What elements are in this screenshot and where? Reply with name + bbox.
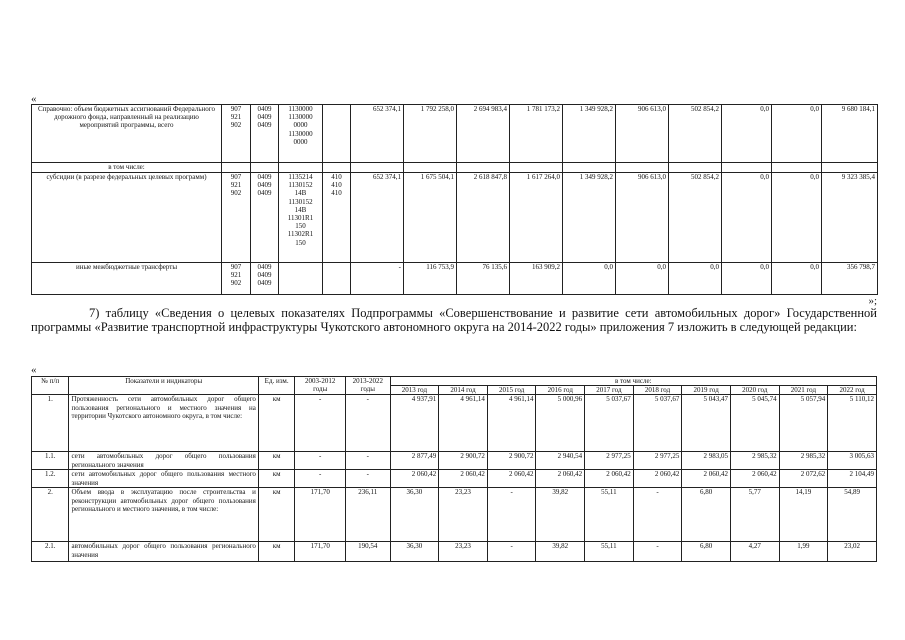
- budget-value-cell: 1 781 173,2: [510, 105, 563, 163]
- header-year: 2021 год: [779, 386, 828, 395]
- indicator-row: [32, 395, 877, 452]
- year-value: 2 060,42: [439, 470, 488, 488]
- year-value: -: [633, 542, 682, 562]
- row-number: 1.1.: [32, 452, 69, 470]
- budget-target-article-cell: 1130000 1130000 0000 1130000 0000: [279, 105, 323, 163]
- row-number: 2.: [32, 488, 69, 542]
- budget-row: [32, 163, 878, 173]
- year-value: 4 937,91: [390, 395, 439, 452]
- year-value: -: [487, 542, 536, 562]
- budget-target-article-cell: [279, 263, 323, 295]
- budget-value-cell: 2 694 983,4: [457, 105, 510, 163]
- row-number: 1.: [32, 395, 69, 452]
- budget-value-cell: 502 854,2: [669, 105, 722, 163]
- header-year: 2018 год: [633, 386, 682, 395]
- year-value: 36,30: [390, 542, 439, 562]
- budget-value-cell: 652 374,1: [351, 173, 404, 263]
- year-value: 1,99: [779, 542, 828, 562]
- budget-value-cell: 0,0: [772, 105, 822, 163]
- budget-target-article-cell: [279, 163, 323, 173]
- year-value: 2 104,49: [828, 470, 877, 488]
- open-quote-2: «: [31, 364, 37, 376]
- year-value: 5 043,47: [682, 395, 731, 452]
- indicator-name: Протяженность сети автомобильных дорог общего пользования регионального и местного значения на территории Чукотского автономного округа, в том числе:: [69, 395, 258, 452]
- budget-value-cell: 0,0: [722, 173, 772, 263]
- budget-row: [32, 173, 878, 263]
- year-value: 5 110,12: [828, 395, 877, 452]
- year-value: 23,02: [828, 542, 877, 562]
- budget-value-cell: 0,0: [772, 173, 822, 263]
- year-value: 2 060,42: [682, 470, 731, 488]
- period-2-value: -: [346, 452, 391, 470]
- indicator-name: сети автомобильных дорог общего пользования местного значения: [69, 470, 258, 488]
- period-1-value: -: [295, 470, 346, 488]
- budget-value-cell: 163 909,2: [510, 263, 563, 295]
- year-value: 2 985,32: [730, 452, 779, 470]
- unit-cell: км: [258, 470, 294, 488]
- budget-value-cell: [351, 163, 404, 173]
- year-value: 6,80: [682, 542, 731, 562]
- budget-value-cell: 906 613,0: [616, 105, 669, 163]
- year-value: 39,82: [536, 542, 585, 562]
- header-year: 2016 год: [536, 386, 585, 395]
- budget-value-cell: 0,0: [722, 263, 772, 295]
- header-year: 2019 год: [682, 386, 731, 395]
- budget-value-cell: 1 675 504,1: [404, 173, 457, 263]
- year-value: 2 900,72: [439, 452, 488, 470]
- close-quote-1: »;: [868, 295, 877, 307]
- budget-name-cell: субсидии (в разрезе федеральных целевых программ): [32, 173, 222, 263]
- budget-row: [32, 263, 878, 295]
- budget-section-cell: [251, 163, 279, 173]
- header-row-1: [32, 377, 877, 386]
- header-year: 2015 год: [487, 386, 536, 395]
- budget-value-cell: 116 753,9: [404, 263, 457, 295]
- header-year: 2014 год: [439, 386, 488, 395]
- indicator-row: [32, 452, 877, 470]
- budget-value-cell: 906 613,0: [616, 173, 669, 263]
- year-value: 54,89: [828, 488, 877, 542]
- year-value: 2 977,25: [633, 452, 682, 470]
- header-year: 2022 год: [828, 386, 877, 395]
- year-value: 2 060,42: [633, 470, 682, 488]
- period-1-value: 171,70: [295, 488, 346, 542]
- budget-section-cell: 0409 0409 0409: [251, 263, 279, 295]
- year-value: 5 045,74: [730, 395, 779, 452]
- header-unit: Ед. изм.: [258, 377, 294, 395]
- budget-section-cell: 0409 0409 0409: [251, 105, 279, 163]
- budget-target-article-cell: 1135214 1130152 14В 1130152 14В 11301R1 150 11302R1 150: [279, 173, 323, 263]
- open-quote-1: «: [31, 93, 37, 105]
- budget-expense-type-cell: [323, 105, 351, 163]
- budget-name-cell: в том числе:: [32, 163, 222, 173]
- budget-value-cell: 76 135,6: [457, 263, 510, 295]
- budget-table: [31, 104, 878, 295]
- unit-cell: км: [258, 542, 294, 562]
- budget-value-cell: 1 349 928,2: [563, 173, 616, 263]
- year-value: 23,23: [439, 542, 488, 562]
- budget-row: [32, 105, 878, 163]
- indicator-row: [32, 470, 877, 488]
- header-year: 2013 год: [390, 386, 439, 395]
- year-value: 2 985,32: [779, 452, 828, 470]
- amendment-paragraph: [31, 306, 877, 334]
- budget-value-cell: [722, 163, 772, 173]
- year-value: 55,11: [585, 542, 634, 562]
- paragraph-text: 7) таблицу «Сведения о целевых показателях Подпрограммы «Совершенствование и развитие сети автомобильных дорог» Государственной программы «Развитие транспортной инфраструктуры Чукотского автономного округа на 2014-2022 годы» приложения 7 изложить в следующей редакции:: [31, 306, 877, 334]
- year-value: 2 900,72: [487, 452, 536, 470]
- header-year: 2020 год: [730, 386, 779, 395]
- budget-value-cell: [457, 163, 510, 173]
- year-value: 2 977,25: [585, 452, 634, 470]
- indicator-row: [32, 542, 877, 562]
- year-value: 2 072,62: [779, 470, 828, 488]
- year-value: -: [487, 488, 536, 542]
- budget-grbs-cell: 907 921 902: [222, 105, 251, 163]
- budget-value-cell: 652 374,1: [351, 105, 404, 163]
- budget-value-cell: 356 798,7: [822, 263, 878, 295]
- header-indicator: Показатели и индикаторы: [69, 377, 258, 395]
- year-value: 55,11: [585, 488, 634, 542]
- budget-value-cell: 2 618 847,8: [457, 173, 510, 263]
- year-value: 5 000,96: [536, 395, 585, 452]
- budget-value-cell: [772, 163, 822, 173]
- budget-value-cell: 0,0: [616, 263, 669, 295]
- row-number: 1.2.: [32, 470, 69, 488]
- budget-value-cell: 9 680 184,1: [822, 105, 878, 163]
- budget-value-cell: 1 792 258,0: [404, 105, 457, 163]
- year-value: 39,82: [536, 488, 585, 542]
- year-value: 5,77: [730, 488, 779, 542]
- budget-expense-type-cell: [323, 163, 351, 173]
- period-2-value: 190,54: [346, 542, 391, 562]
- year-value: 2 877,49: [390, 452, 439, 470]
- period-2-value: 236,11: [346, 488, 391, 542]
- budget-grbs-cell: 907 921 902: [222, 173, 251, 263]
- header-including: в том числе:: [390, 377, 876, 386]
- budget-value-cell: [510, 163, 563, 173]
- budget-name-cell: Справочно: объем бюджетных ассигнований Федерального дорожного фонда, направленный на реализацию мероприятий программы, всего: [32, 105, 222, 163]
- budget-grbs-cell: 907 921 902: [222, 263, 251, 295]
- budget-value-cell: 1 349 928,2: [563, 105, 616, 163]
- budget-value-cell: 0,0: [772, 263, 822, 295]
- budget-section-cell: 0409 0409 0409: [251, 173, 279, 263]
- year-value: 2 060,42: [487, 470, 536, 488]
- indicator-row: [32, 488, 877, 542]
- header-num: № п/п: [32, 377, 69, 395]
- budget-expense-type-cell: 410 410 410: [323, 173, 351, 263]
- budget-value-cell: 1 617 264,0: [510, 173, 563, 263]
- year-value: 6,80: [682, 488, 731, 542]
- year-value: 2 060,42: [730, 470, 779, 488]
- unit-cell: км: [258, 452, 294, 470]
- year-value: 36,30: [390, 488, 439, 542]
- period-2-value: -: [346, 395, 391, 452]
- header-period-2: 2013-2022 годы: [346, 377, 391, 395]
- year-value: 4,27: [730, 542, 779, 562]
- year-value: 2 983,05: [682, 452, 731, 470]
- year-value: 5 037,67: [633, 395, 682, 452]
- row-number: 2.1.: [32, 542, 69, 562]
- budget-value-cell: [616, 163, 669, 173]
- period-1-value: -: [295, 395, 346, 452]
- budget-value-cell: [563, 163, 616, 173]
- budget-value-cell: 502 854,2: [669, 173, 722, 263]
- year-value: 5 037,67: [585, 395, 634, 452]
- period-1-value: -: [295, 452, 346, 470]
- budget-value-cell: [822, 163, 878, 173]
- budget-value-cell: -: [351, 263, 404, 295]
- year-value: 4 961,14: [487, 395, 536, 452]
- budget-value-cell: 0,0: [669, 263, 722, 295]
- budget-value-cell: 9 323 385,4: [822, 173, 878, 263]
- indicator-name: автомобильных дорог общего пользования регионального значения: [69, 542, 258, 562]
- year-value: 2 060,42: [536, 470, 585, 488]
- year-value: 4 961,14: [439, 395, 488, 452]
- unit-cell: км: [258, 395, 294, 452]
- budget-value-cell: 0,0: [722, 105, 772, 163]
- budget-name-cell: иные межбюджетные трансферты: [32, 263, 222, 295]
- year-value: -: [633, 488, 682, 542]
- year-value: 14,19: [779, 488, 828, 542]
- unit-cell: км: [258, 488, 294, 542]
- budget-expense-type-cell: [323, 263, 351, 295]
- period-2-value: -: [346, 470, 391, 488]
- indicator-name: Объем ввода в эксплуатацию после строительства и реконструкции автомобильных дорог общего пользования регионального и местного значения, в том числе:: [69, 488, 258, 542]
- budget-value-cell: [404, 163, 457, 173]
- header-period-1: 2003-2012 годы: [295, 377, 346, 395]
- year-value: 5 057,94: [779, 395, 828, 452]
- indicators-table: [31, 376, 877, 562]
- year-value: 2 940,54: [536, 452, 585, 470]
- year-value: 2 060,42: [585, 470, 634, 488]
- indicator-name: сети автомобильных дорог общего пользования регионального значения: [69, 452, 258, 470]
- budget-value-cell: [669, 163, 722, 173]
- year-value: 3 005,63: [828, 452, 877, 470]
- budget-grbs-cell: [222, 163, 251, 173]
- period-1-value: 171,70: [295, 542, 346, 562]
- budget-value-cell: 0,0: [563, 263, 616, 295]
- year-value: 23,23: [439, 488, 488, 542]
- header-year: 2017 год: [585, 386, 634, 395]
- year-value: 2 060,42: [390, 470, 439, 488]
